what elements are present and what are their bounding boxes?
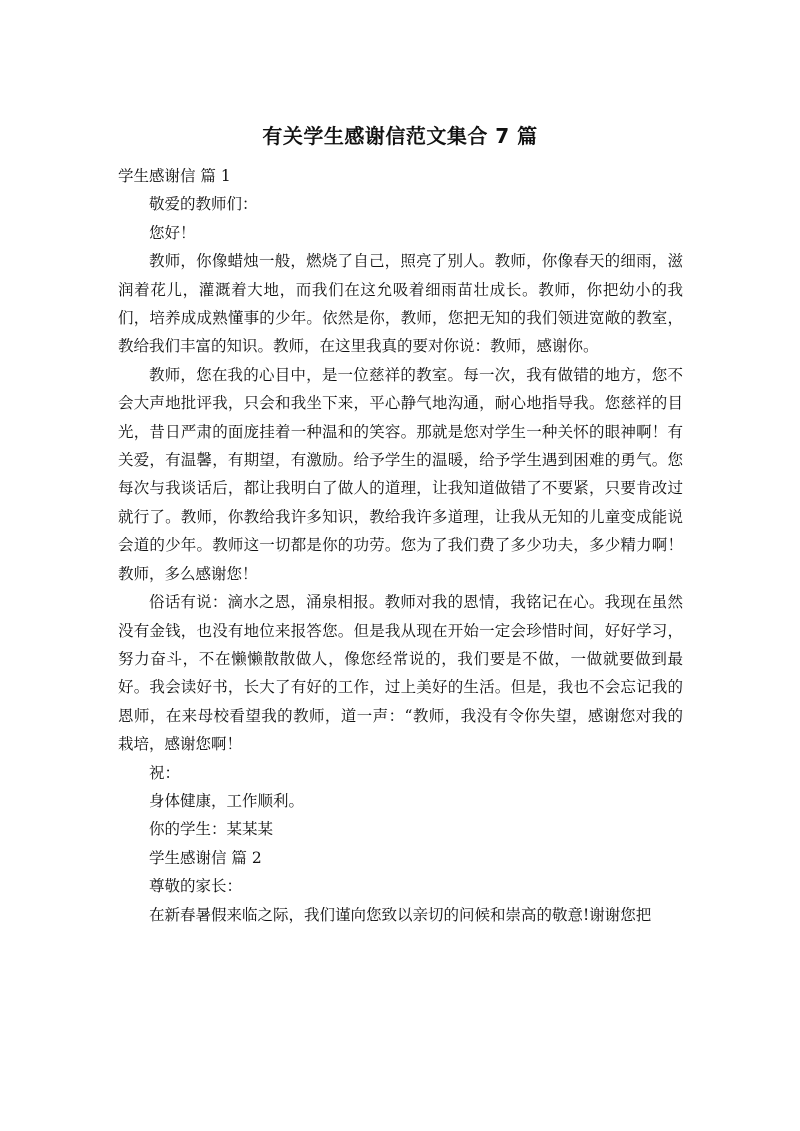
body-paragraph: 在新春暑假来临之际，我们谨向您致以亲切的问候和崇高的敬意!谢谢您把 <box>149 905 652 924</box>
wish: 身体健康，工作顺利。 <box>149 791 305 810</box>
greeting: 您好！ <box>149 223 196 242</box>
section-heading: 学生感谢信 篇 1 <box>118 167 231 185</box>
body-paragraph: 教师，你像蜡烛一般，燃烧了自己，照亮了别人。教师，你像春天的细雨，滋润着花儿，灌溉着大地，而我们在这允吸着细雨苗壮成长。教师，你把幼小的我们，培养成成熟懂事的少年。依然是你，教师，您把无知的我们领进宽敞的教室，教给我们丰富的知识。教师，在这里我真的要对你说：教师，感谢你。 <box>118 252 683 356</box>
salutation: 敬爱的教师们： <box>149 195 258 214</box>
body-paragraph: 俗话有说：滴水之恩，涌泉相报。教师对我的恩情，我铭记在心。我现在虽然没有金钱，也没有地位来报答您。但是我从现在开始一定会珍惜时间，好好学习，努力奋斗，不在懒懒散散做人，像您经常说的，我们要是不做，一做就要做到最好。我会读好书，长大了有好的工作，过上美好的生活。但是，我也不会忘记我的恩师，在来母校看望我的教师，道一声：“教师，我没有令你失望，感谢您对我的栽培，感谢您啊！ <box>118 593 683 754</box>
closing: 祝： <box>149 763 181 782</box>
document-body <box>118 162 683 929</box>
body-paragraph: 教师，您在我的心目中，是一位慈祥的教室。每一次，我有做错的地方，您不会大声地批评我，只会和我坐下来，平心静气地沟通，耐心地指导我。您慈祥的目光，昔日严肃的面庞挂着一种温和的笑容。那就是您对学生一种关怀的眼神啊！有关爱，有温馨，有期望，有激励。给予学生的温暖，给予学生遇到困难的勇气。您每次与我谈话后，都让我明白了做人的道理，让我知道做错了不要紧，只要肯改过就行了。教师，你教给我许多知识，教给我许多道理，让我从无知的儿童变成能说会道的少年。教师这一切都是你的功劳。您为了我们费了多少功夫，多少精力啊！教师，多么感谢您！ <box>118 365 683 583</box>
section-heading: 学生感谢信 篇 2 <box>149 848 262 867</box>
document-title: 有关学生感谢信范文集合 7 篇 <box>262 124 538 148</box>
signature: 你的学生：某某某 <box>149 820 274 839</box>
salutation: 尊敬的家长： <box>149 877 243 896</box>
